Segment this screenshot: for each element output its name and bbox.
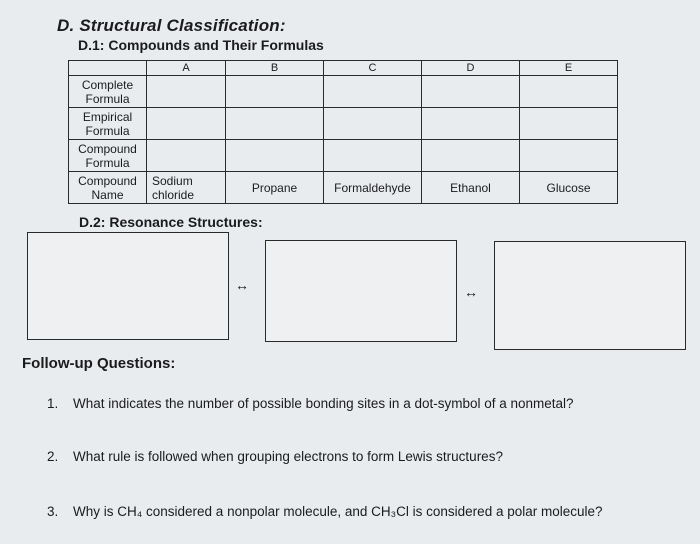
answer-cell[interactable]	[226, 76, 324, 108]
compound-name: Propane	[226, 172, 324, 204]
answer-cell[interactable]	[226, 140, 324, 172]
resonance-title: D.2: Resonance Structures:	[79, 214, 263, 230]
row-label: Compound Name	[69, 172, 147, 204]
followup-title: Follow-up Questions:	[22, 355, 176, 372]
resonance-arrow: ↔	[235, 277, 249, 293]
compound-name: Formaldehyde	[324, 172, 422, 204]
answer-cell[interactable]	[520, 108, 618, 140]
table-row	[69, 76, 618, 108]
section-title: D. Structural Classification:	[57, 16, 286, 35]
compound-name: Glucose	[520, 172, 618, 204]
answer-cell[interactable]	[324, 140, 422, 172]
question-1	[47, 396, 574, 411]
answer-cell[interactable]	[520, 140, 618, 172]
column-header: E	[520, 61, 618, 76]
resonance-box-2[interactable]	[265, 240, 457, 342]
question-2	[47, 449, 503, 464]
column-header: A	[147, 61, 226, 76]
row-label: Compound Formula	[69, 140, 147, 172]
answer-cell[interactable]	[147, 108, 226, 140]
question-text: What rule is followed when grouping electrons to form Lewis structures?	[73, 449, 503, 464]
question-number: 2.	[47, 449, 59, 464]
table-row	[69, 140, 618, 172]
row-label: Complete Formula	[69, 76, 147, 108]
table-row	[69, 108, 618, 140]
header-blank	[69, 61, 147, 76]
column-header: D	[422, 61, 520, 76]
column-header: C	[324, 61, 422, 76]
answer-cell[interactable]	[520, 76, 618, 108]
answer-cell[interactable]	[422, 140, 520, 172]
resonance-box-3[interactable]	[494, 241, 686, 350]
table-header-row	[69, 61, 618, 76]
question-text: Why is CH₄ considered a nonpolar molecule, and CH₃Cl is considered a polar molecule?	[73, 504, 603, 519]
resonance-arrow: ↔	[464, 284, 478, 300]
question-3	[47, 504, 603, 519]
question-text: What indicates the number of possible bonding sites in a dot-symbol of a nonmetal?	[73, 396, 574, 411]
answer-cell[interactable]	[324, 108, 422, 140]
subsection-title: D.1: Compounds and Their Formulas	[78, 37, 324, 53]
compounds-table	[68, 60, 618, 204]
answer-cell[interactable]	[147, 140, 226, 172]
compound-name: Sodium chloride	[147, 172, 226, 204]
answer-cell[interactable]	[422, 76, 520, 108]
answer-cell[interactable]	[324, 76, 422, 108]
answer-cell[interactable]	[226, 108, 324, 140]
compound-name: Ethanol	[422, 172, 520, 204]
resonance-box-1[interactable]	[27, 232, 229, 340]
table-row	[69, 172, 618, 204]
row-label: Empirical Formula	[69, 108, 147, 140]
answer-cell[interactable]	[147, 76, 226, 108]
question-number: 3.	[47, 504, 59, 519]
column-header: B	[226, 61, 324, 76]
answer-cell[interactable]	[422, 108, 520, 140]
question-number: 1.	[47, 396, 59, 411]
